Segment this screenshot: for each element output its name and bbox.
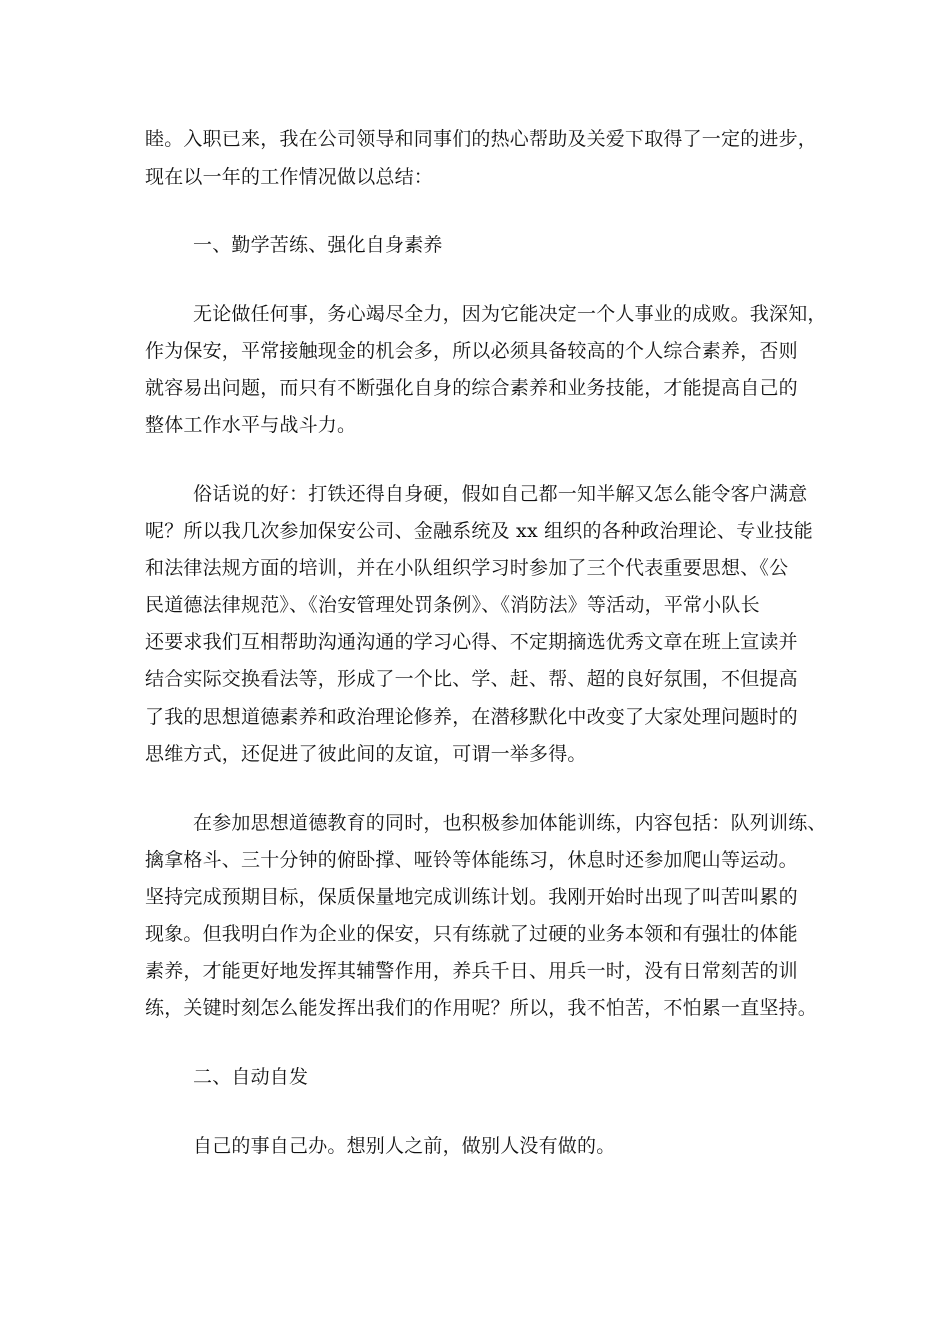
para2-line-6: 结合实际交换看法等，形成了一个比、学、赶、帮、超的良好氛围，不但提高 [145, 668, 798, 690]
para2-line-5: 还要求我们互相帮助沟通沟通的学习心得、不定期摘选优秀文章在班上宣读并 [145, 631, 798, 653]
section-heading-1: 一、勤学苦练、强化自身素养 [193, 234, 443, 256]
intro-line-2: 现在以一年的工作情况做以总结： [145, 166, 434, 188]
para3-line-2: 擒拿格斗、三十分钟的俯卧撑、哑铃等体能练习，休息时还参加爬山等运动。 [145, 849, 798, 871]
para3-line-6: 练，关键时刻怎么能发挥出我们的作用呢？所以，我不怕苦，不怕累一直坚持。 [145, 997, 818, 1019]
para1-line-2: 作为保安，平常接触现金的机会多，所以必须具备较高的个人综合素养，否则 [145, 340, 798, 362]
para3-line-4: 现象。但我明白作为企业的保安，只有练就了过硬的业务本领和有强壮的体能 [145, 923, 798, 945]
section-heading-2: 二、自动自发 [193, 1066, 309, 1088]
para2-line-8: 思维方式，还促进了彼此间的友谊，可谓一举多得。 [145, 743, 587, 765]
para2-line-3: 和法律法规方面的培训，并在小队组织学习时参加了三个代表重要思想、《公 [145, 557, 789, 579]
para3-line-5: 素养，才能更好地发挥其辅警作用，养兵千日、用兵一时，没有日常刻苦的训 [145, 960, 798, 982]
para1-line-1: 无论做任何事，务心竭尽全力，因为它能决定一个人事业的成败。我深知， [193, 303, 827, 325]
para1-line-3: 就容易出问题，而只有不断强化自身的综合素养和业务技能，才能提高自己的 [145, 377, 798, 399]
intro-line-1: 睦。入职已来，我在公司领导和同事们的热心帮助及关爱下取得了一定的进步， [145, 128, 818, 150]
para3-line-3: 坚持完成预期目标，保质保量地完成训练计划。我刚开始时出现了叫苦叫累的 [145, 886, 798, 908]
para3-line-1: 在参加思想道德教育的同时，也积极参加体能训练，内容包括：队列训练、 [193, 812, 827, 834]
para2-line-1: 俗话说的好：打铁还得自身硬，假如自己都一知半解又怎么能令客户满意 [193, 483, 808, 505]
para1-line-4: 整体工作水平与战斗力。 [145, 414, 357, 436]
para2-line-7: 了我的思想道德素养和政治理论修养，在潜移默化中改变了大家处理问题时的 [145, 706, 798, 728]
para2-line-4: 民道德法律规范》、《治安管理处罚条例》、《消防法》等活动，平常小队长 [145, 594, 760, 616]
para2-line-2: 呢？所以我几次参加保安公司、金融系统及 xx 组织的各种政治理论、专业技能 [145, 520, 813, 542]
para4-line-1: 自己的事自己办。想别人之前，做别人没有做的。 [193, 1135, 616, 1157]
